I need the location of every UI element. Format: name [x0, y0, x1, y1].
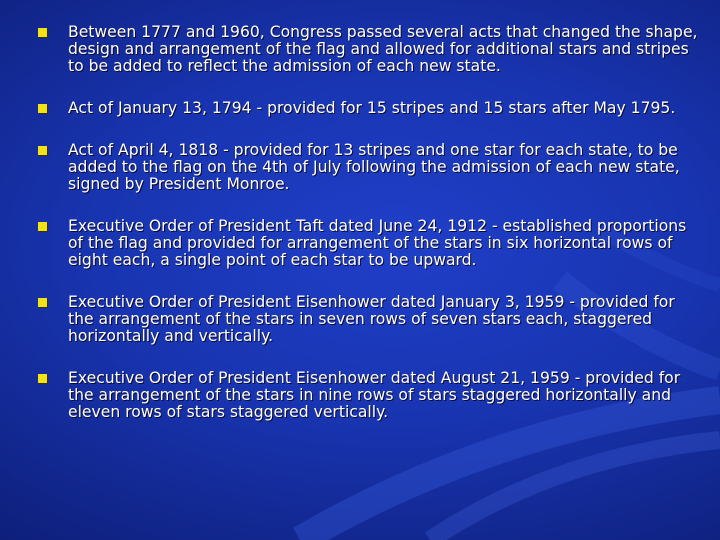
- square-bullet-icon: [38, 146, 47, 155]
- bullet-text: Executive Order of President Eisenhower dated August 21, 1959 - provided for the arrangement of the stars in nine rows of stars staggered horizontally and eleven rows of stars staggered vertically.: [68, 369, 681, 421]
- square-bullet-icon: [38, 374, 47, 383]
- square-bullet-icon: [38, 104, 47, 113]
- bullet-text: Executive Order of President Eisenhower dated January 3, 1959 - provided for the arrangement of the stars in seven rows of seven stars each, staggered horizontally and vertically.: [68, 293, 675, 345]
- bullet-text: Executive Order of President Taft dated June 24, 1912 - established proportions of the flag and provided for arrangement of the stars in six horizontal rows of eight each, a single point of each star to be upward.: [68, 217, 687, 269]
- bullet-text: Act of April 4, 1818 - provided for 13 stripes and one star for each state, to be added to the flag on the 4th of July following the admission of each new state, signed by President Monroe.: [68, 141, 680, 193]
- bullet-item: [38, 24, 698, 75]
- bullet-text: Between 1777 and 1960, Congress passed several acts that changed the shape, design and arrangement of the flag and allowed for additional stars and stripes to be added to reflect the admission of each new state.: [68, 23, 698, 75]
- bullet-item: [38, 142, 698, 193]
- square-bullet-icon: [38, 222, 47, 231]
- bullet-item: [38, 100, 698, 117]
- bullet-item: [38, 218, 698, 269]
- bullet-list: [38, 24, 698, 446]
- bullet-item: [38, 370, 698, 421]
- square-bullet-icon: [38, 298, 47, 307]
- bullet-item: [38, 294, 698, 345]
- square-bullet-icon: [38, 28, 47, 37]
- bullet-text: Act of January 13, 1794 - provided for 15 stripes and 15 stars after May 1795.: [68, 99, 676, 117]
